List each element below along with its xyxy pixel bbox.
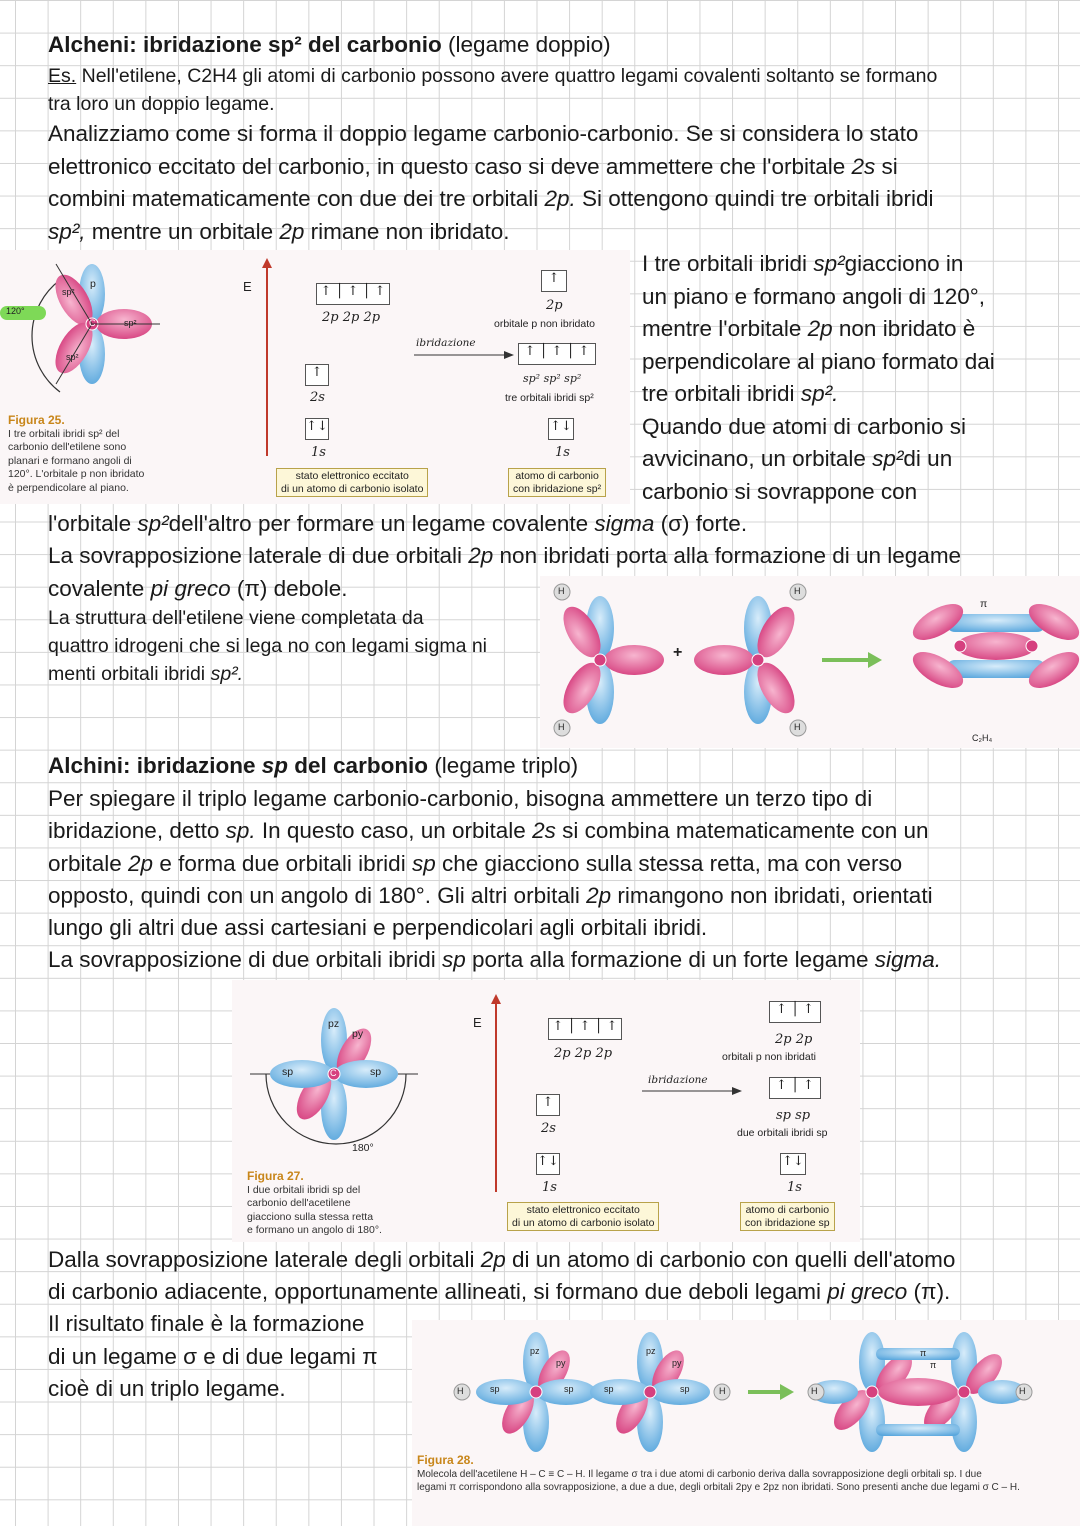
py-label: py [556,1358,566,1368]
hybridization-label: ibridazione [416,337,476,349]
label-2p-note: orbitale p non ibridato [494,318,595,330]
t: sigma. [874,947,942,972]
example-text: Nell'etilene, C2H4 gli atomi di carbonio possono avere quattro legami covalenti soltanto se formano [76,65,938,87]
t: avvicinano, un orbitale [642,446,873,471]
sp-lobe [270,1060,334,1088]
caption-title: Figura 28. [417,1453,474,1467]
section1-title-bold: Alcheni: ibridazione sp² del carbonio [48,32,442,57]
label-sp2: sp² sp² sp² [523,372,582,385]
pi-label: π [920,1348,927,1358]
t: con ibridazione sp [745,1216,830,1229]
caption-line: giacciono sulla stessa retta [247,1210,374,1223]
t: che giacciono sulla stessa retta, ma con verso [435,851,903,876]
para1-line3 [48,183,934,216]
label-2p-right: 2p 2p [775,1032,813,1047]
t: mentre l'orbitale [642,316,808,341]
carbon-atom-left [556,596,664,724]
t: atomo di carbonio [745,1204,830,1216]
t: giacciono in [844,251,964,276]
t: 2p [586,883,612,908]
t: ibridazione, detto [48,818,226,843]
fig25-p-label: p [90,278,96,290]
t: Si ottengono quindi tre orbitali ibridi [575,186,934,211]
H-label: H [719,1386,726,1396]
section3-line1 [48,1244,955,1277]
t: sp [441,947,466,972]
example-label: Es. [48,65,77,87]
t: sigma [594,511,655,536]
t: ↑ [311,365,323,380]
t: ↑ [374,284,386,299]
orbital-box-2s [536,1094,560,1116]
box-hybrid-atom [740,1202,835,1231]
para3-line2 [48,573,347,606]
t: sp [411,851,436,876]
side-line6: Quando due atomi di carbonio si [642,414,966,439]
t: sp². [800,381,839,406]
para1-line4 [48,216,510,249]
sp-label: sp [680,1384,690,1394]
caption-line: planari e formano angoli di [8,454,132,467]
pi-label: π [930,1360,937,1370]
orbital-box-2p-nonhybrid: ↑ │ ↑ [769,1001,821,1023]
t: (σ) forte. [654,511,748,536]
para3-line1 [48,540,961,573]
orbital-box-2p: ↑ │ ↑ │ ↑ [548,1018,622,1040]
angle-180-label: 180° [352,1142,374,1154]
pz-label: pz [646,1346,656,1356]
angle-120-label: 120° [6,306,25,316]
t: menti orbitali ibridi [48,663,211,685]
plus-sign: + [673,644,683,661]
H-label: H [558,722,565,732]
t: ↑ [776,1002,787,1017]
t: (π) debole. [230,576,348,601]
side-line1 [642,248,963,281]
section3-line5: cioè di un triplo legame. [48,1376,286,1401]
orbital-box-1s-right [548,418,574,440]
figure28-caption [417,1454,1020,1495]
t: La sovrapposizione laterale di due orbitali [48,543,469,568]
box-hybrid-atom [508,468,606,497]
example-line2: tra loro un doppio legame. [48,93,275,115]
t: 2p [807,316,833,341]
H-label: H [794,586,801,596]
t: ↑↓ [782,1154,804,1169]
t: porta alla formazione di un forte legame [465,947,875,972]
orbital-box-2s [305,364,329,386]
t: del carbonio [288,753,429,778]
para4-line2: quattro idrogeni che si lega no con legami sigma ni [48,635,488,657]
py-label: py [672,1358,682,1368]
H-label: H [1019,1386,1026,1396]
t: 2s [851,154,876,179]
t: ↑ [578,344,590,359]
hybridization-arrow [642,1086,742,1096]
caption-title: Figura 27. [247,1169,304,1183]
orbital-box-sp2: ↑ │ ↑ │ ↑ [518,343,596,365]
t: pi greco [827,1279,908,1304]
t: 2p [480,1247,506,1272]
carbon-atom-right [694,596,802,724]
side-line3 [642,313,975,346]
fig27-py-label: py [352,1028,364,1040]
side-line4: perpendicolare al piano formato dai [642,349,995,374]
t: ↑ [347,284,359,299]
label-sp-note: due orbitali ibridi sp [737,1127,828,1139]
label-1s: 1s [542,1180,557,1195]
t: Alchini: ibridazione [48,753,262,778]
t: covalente [48,576,151,601]
t: si [875,154,898,179]
t: sp [261,753,289,778]
section2-title [48,750,578,783]
label-2s: 2s [310,390,325,405]
t: (π). [907,1279,951,1304]
t: ↑ [524,344,536,359]
angle-arc [32,280,60,392]
t: dell'altro per formare un legame covalente [168,511,595,536]
label-1s: 1s [311,445,326,460]
t: sp² [813,251,845,276]
H-label: H [457,1386,464,1396]
t: stato elettronico eccitato [295,470,409,482]
section2-line4 [48,880,933,913]
para4-line1: La struttura dell'etilene viene completata da [48,607,424,629]
section3-line4: di un legame σ e di due legami π [48,1344,378,1369]
label-1s-right: 1s [555,445,570,460]
label-2s: 2s [541,1121,556,1136]
caption-line: carbonio dell'acetilene [247,1197,351,1209]
figure25-caption [8,414,144,495]
energy-axis-1 [262,258,272,458]
t: In questo caso, un orbitale [255,818,533,843]
fig27-sp-label: sp [282,1066,294,1078]
box-excited-state [507,1202,659,1231]
para2-line1 [48,508,747,541]
fig25-sp2-label: sp² [124,318,137,328]
hybridization-label: ibridazione [648,1074,708,1086]
orbital-box-1s [305,418,329,440]
t: 2p [279,219,305,244]
t: ↑ [542,1095,554,1110]
fig25-sp2-label: sp² [62,287,75,297]
section1-title [48,29,611,62]
orbital-box-2p: ↑ │ ↑ │ ↑ [316,283,390,305]
para4-line3 [48,660,243,689]
caption-line: Molecola dell'acetilene H – C ≡ C – H. Il legame σ tra i due atomi di carbonio deriva dalla sovrapposizione degli orbitali sp. I due [417,1468,982,1480]
t: e forma due orbitali ibridi [153,851,412,876]
t: 2p. [544,186,576,211]
t: di un atomo di carbonio con quelli dell'atomo [505,1247,956,1272]
label-2p-note: orbitali p non ibridati [722,1051,816,1063]
t: combini matematicamente con due dei tre orbitali [48,186,545,211]
hybridization-arrow [414,350,514,360]
caption-line: legami π corrispondono alla sovrapposizione, a due a due, degli orbitali 2py e 2pz non ibridati. Sono presenti anche due legami σ C – H. [417,1482,1020,1493]
t: stato elettronico eccitato [526,1204,640,1216]
t: di un atomo di carbonio isolato [281,482,424,495]
side-line2: un piano e formano angoli di 120°, [642,284,985,309]
energy-axis-2 [491,994,501,1194]
example-line1 [48,62,937,91]
figure27-caption [247,1170,382,1238]
t: opposto, quindi con un angolo di 180°. Gli altri orbitali [48,883,587,908]
t: sp² [872,446,904,471]
t: La sovrapposizione di due orbitali ibridi [48,947,442,972]
green-reaction-arrow [748,1384,794,1400]
sp-label: sp [604,1384,614,1394]
fig27-sp-label: sp [370,1066,382,1078]
acetylene-molecule [810,1332,1026,1452]
section2-line2 [48,815,929,848]
orbital-box-1s-right [780,1153,806,1175]
t: I tre orbitali ibridi [642,251,814,276]
para1-line2 [48,151,898,184]
section2-line3 [48,848,902,881]
energy-E-label: E [243,279,252,294]
t: 2p [128,851,154,876]
t: l'orbitale [48,511,138,536]
label-2p: 2p 2p 2p [322,310,381,325]
caption-line: I tre orbitali ibridi sp² del [8,427,120,440]
t: ↑ [552,1019,564,1034]
t: sp², [48,219,86,244]
t: ↑↓ [306,419,328,434]
H-label: H [558,586,565,596]
H-label: H [811,1386,818,1396]
t: ↑ [606,1019,618,1034]
section2-line5: lungo gli altri due assi cartesiani e perpendicolari agli orbitali ibridi. [48,915,708,940]
sp-label: sp [564,1384,574,1394]
section3-line3: Il risultato finale è la formazione [48,1311,365,1336]
section3-line2 [48,1276,950,1309]
t: ↑ [803,1078,814,1093]
ethylene-diagram [540,576,1080,748]
t: tre orbitali ibridi [642,381,801,406]
t: di un [903,446,953,471]
side-line5 [642,378,838,411]
t: ↑ [803,1002,814,1017]
t: elettronico eccitato del carbonio, in questo caso si deve ammettere che l'orbitale [48,154,852,179]
fig27-C-label: C [330,1068,337,1078]
fig25-sp2-label: sp² [66,352,79,362]
t: sp². [210,663,244,685]
caption-line: e formano un angolo di 180°. [247,1224,382,1236]
t: ↑↓ [537,1154,559,1169]
t: non ibridati porta alla formazione di un legame [493,543,962,568]
t: mentre un orbitale [85,219,280,244]
t: ↑ [579,1019,591,1034]
ethylene-molecule [907,597,1080,696]
t: ↑ [776,1078,787,1093]
caption-line: 120°. L'orbitale p non ibridato [8,468,145,480]
label-sp: sp sp [776,1108,811,1123]
t: si combina matematicamente con un [555,818,929,843]
t: sp. [225,818,256,843]
orbital-box-sp: ↑ │ ↑ [769,1077,821,1099]
fig27-pz-label: pz [328,1018,340,1030]
orbital-box-1s [536,1153,560,1175]
caption-title: Figura 25. [8,413,65,427]
t: sp² [137,511,169,536]
t: orbitale [48,851,129,876]
sp-lobe [334,1060,398,1088]
t: rimangono non ibridati, orientati [611,883,933,908]
t: 2s [532,818,556,843]
t: ↑↓ [550,419,572,434]
t: Dalla sovrapposizione laterale degli orbitali [48,1247,481,1272]
pz-label: pz [530,1346,540,1356]
label-2p-right: 2p [546,298,563,313]
section2-line1: Per spiegare il triplo legame carbonio-carbonio, bisogna ammettere un terzo tipo di [48,786,873,811]
label-2p: 2p 2p 2p [554,1046,613,1061]
side-line8: carbonio si sovrappone con [642,479,918,504]
t: di un atomo di carbonio isolato [512,1216,655,1229]
t: atomo di carbonio [515,470,599,482]
t: (legame triplo) [428,753,579,778]
t: non ibridato è [832,316,976,341]
label-1s-right: 1s [787,1180,802,1195]
orbital-box-2p-nonhybrid [541,270,567,292]
energy-E-label: E [473,1015,482,1030]
t: di carbonio adiacente, opportunamente allineati, si formano due deboli legami [48,1279,828,1304]
H-label: H [794,722,801,732]
green-reaction-arrow [822,652,882,668]
t: ↑ [551,344,563,359]
caption-line: carbonio dell'etilene sono [8,441,127,453]
para1-line1: Analizziamo come si forma il doppio legame carbonio-carbonio. Se si considera lo stato [48,121,919,146]
side-line7 [642,443,952,476]
caption-line: è perpendicolare al piano. [8,481,129,494]
caption-line: I due orbitali ibridi sp del [247,1183,361,1196]
ethylene-formula: C₂H₄ [972,733,993,743]
t: ↑ [320,284,332,299]
fig25-C-label: C [89,318,96,328]
sp-label: sp [490,1384,500,1394]
t: pi greco [150,576,231,601]
section1-title-rest: (legame doppio) [441,32,611,57]
pi-label: π [980,598,988,610]
t: 2p [468,543,494,568]
t: con ibridazione sp² [513,482,602,495]
label-sp2-note: tre orbitali ibridi sp² [505,392,594,404]
t: ↑ [548,271,560,286]
t: rimane non ibridato. [304,219,510,244]
section2-line6 [48,944,941,977]
box-excited-state [276,468,428,497]
acetylene-diagram [412,1322,1080,1462]
